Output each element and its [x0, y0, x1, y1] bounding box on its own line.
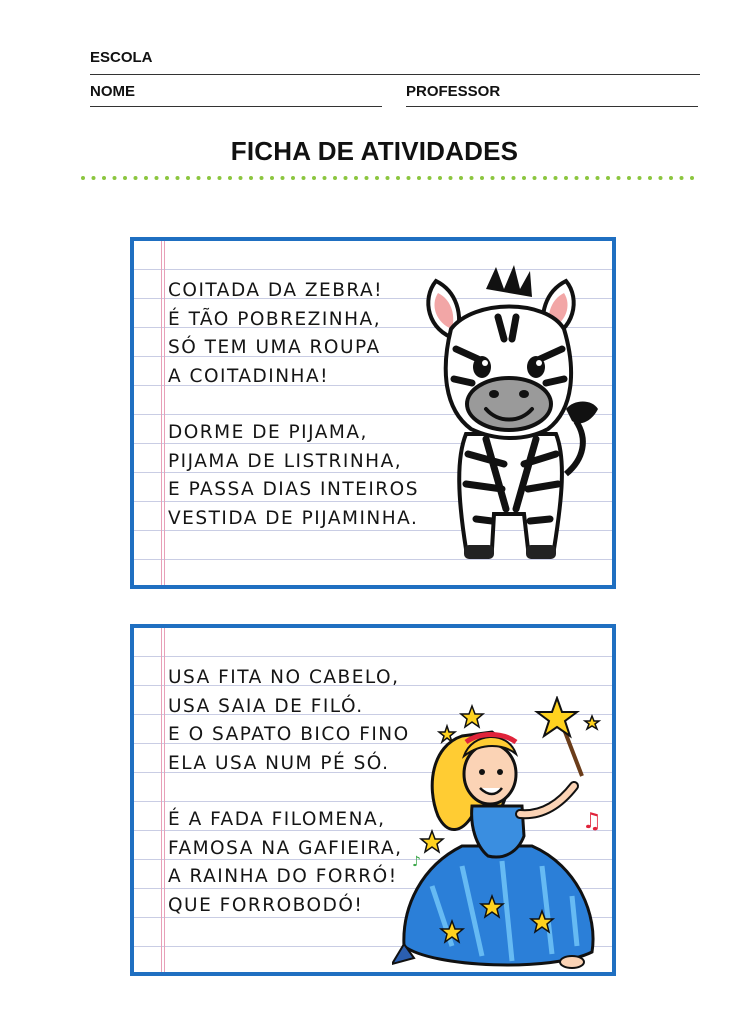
divider-dot	[333, 176, 337, 180]
poem-line: USA SAIA DE FILÓ.	[168, 695, 364, 717]
divider-dot	[669, 176, 673, 180]
divider-dot	[144, 176, 148, 180]
divider-dot	[596, 176, 600, 180]
poem-line: COITADA DA ZEBRA!	[168, 280, 384, 301]
poem-line: E O SAPATO BICO FINO	[168, 724, 410, 745]
divider-dot	[323, 176, 327, 180]
divider-dot	[522, 176, 526, 180]
poem-line: A RAINHA DO FORRÓ!	[168, 866, 398, 887]
poem-line: É TÃO POBREZINHA,	[168, 308, 382, 330]
name-label: NOME	[90, 83, 135, 100]
poem-line: SÓ TEM UMA ROUPA	[168, 337, 381, 358]
poem-card-zebra	[130, 237, 616, 589]
margin-line	[161, 628, 162, 972]
divider-dot	[690, 176, 694, 180]
poem-fairy	[168, 664, 410, 920]
school-field-line[interactable]	[90, 74, 700, 75]
divider-dot	[197, 176, 201, 180]
divider-dot	[659, 176, 663, 180]
divider-dot	[291, 176, 295, 180]
divider-dot	[449, 176, 453, 180]
margin-line	[164, 628, 165, 972]
divider-dot	[344, 176, 348, 180]
divider-dot	[417, 176, 421, 180]
teacher-field-line[interactable]	[406, 106, 698, 107]
divider-dot	[627, 176, 631, 180]
divider-dot	[249, 176, 253, 180]
divider-dot	[533, 176, 537, 180]
poem-line: DORME DE PIJAMA,	[168, 422, 368, 443]
divider-dot	[491, 176, 495, 180]
poem-card-fairy	[130, 624, 616, 976]
divider-dot	[155, 176, 159, 180]
divider-dot	[575, 176, 579, 180]
margin-line	[164, 241, 165, 585]
svg-text:♫: ♫	[582, 809, 602, 834]
divider-dot	[459, 176, 463, 180]
divider-dot	[407, 176, 411, 180]
poem-line: QUE FORROBODÓ!	[168, 894, 364, 916]
divider-dot	[123, 176, 127, 180]
poem-line: E PASSA DIAS INTEIROS	[168, 479, 419, 500]
divider-dot	[81, 176, 85, 180]
divider-dot	[113, 176, 117, 180]
divider-dot	[218, 176, 222, 180]
divider-dot	[680, 176, 684, 180]
teacher-label: PROFESSOR	[406, 83, 501, 100]
divider-dot	[312, 176, 316, 180]
divider-dot	[260, 176, 264, 180]
poem-line: FAMOSA NA GAFIEIRA,	[168, 837, 403, 859]
divider-dot	[606, 176, 610, 180]
divider-dot	[239, 176, 243, 180]
divider-dot	[375, 176, 379, 180]
divider-dot	[438, 176, 442, 180]
name-field-line[interactable]	[90, 106, 382, 107]
poem-line: VESTIDA DE PIJAMINHA.	[168, 507, 419, 529]
divider-dot	[386, 176, 390, 180]
poem-line: ELA USA NUM PÉ SÓ.	[168, 752, 390, 774]
divider-dot	[281, 176, 285, 180]
dotted-divider	[80, 174, 702, 182]
divider-dot	[165, 176, 169, 180]
divider-dot	[207, 176, 211, 180]
divider-dot	[302, 176, 306, 180]
zebra-icon	[416, 259, 606, 581]
divider-dot	[428, 176, 432, 180]
divider-dot	[354, 176, 358, 180]
divider-dot	[92, 176, 96, 180]
school-label: ESCOLA	[90, 49, 153, 66]
divider-dot	[176, 176, 180, 180]
poem-line: A COITADINHA!	[168, 365, 330, 387]
divider-dot	[543, 176, 547, 180]
divider-dot	[501, 176, 505, 180]
poem-zebra	[168, 277, 419, 533]
poem-line: PIJAMA DE LISTRINHA,	[168, 450, 403, 472]
divider-dot	[270, 176, 274, 180]
divider-dot	[648, 176, 652, 180]
divider-dot	[512, 176, 516, 180]
divider-dot	[480, 176, 484, 180]
margin-line	[161, 241, 162, 585]
poem-line: USA FITA NO CABELO,	[168, 667, 400, 688]
fairy-icon	[392, 696, 614, 972]
page-title: FICHA DE ATIVIDADES	[230, 136, 519, 166]
divider-dot	[228, 176, 232, 180]
divider-dot	[186, 176, 190, 180]
divider-dot	[617, 176, 621, 180]
divider-dot	[365, 176, 369, 180]
divider-dot	[554, 176, 558, 180]
divider-dot	[396, 176, 400, 180]
divider-dot	[102, 176, 106, 180]
divider-dot	[470, 176, 474, 180]
divider-dot	[638, 176, 642, 180]
svg-text:♪: ♪	[412, 854, 421, 870]
divider-dot	[134, 176, 138, 180]
divider-dot	[564, 176, 568, 180]
poem-line: É A FADA FILOMENA,	[168, 809, 386, 830]
divider-dot	[585, 176, 589, 180]
